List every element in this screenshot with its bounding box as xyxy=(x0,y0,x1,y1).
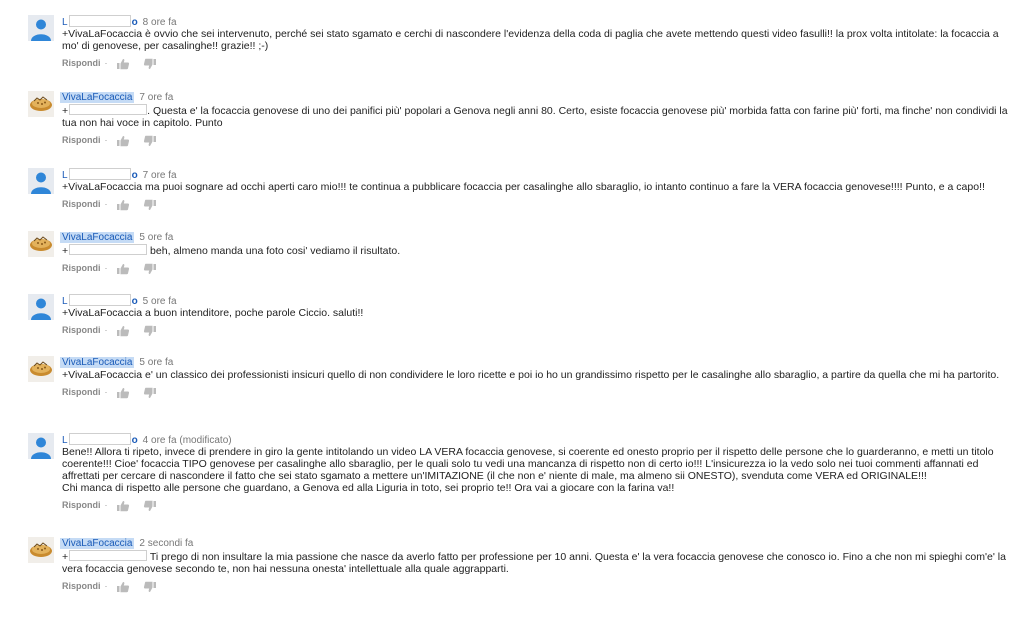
comment-timestamp[interactable]: 8 ore fa xyxy=(142,17,177,28)
avatar-focaccia-icon[interactable] xyxy=(28,231,54,257)
reply-button[interactable]: Rispondi xyxy=(62,581,101,591)
thumbs-down-icon[interactable] xyxy=(143,500,157,512)
thumbs-up-icon[interactable] xyxy=(116,263,130,275)
reply-button[interactable]: Rispondi xyxy=(62,199,101,209)
redacted-name-box xyxy=(69,15,131,27)
reply-button[interactable]: Rispondi xyxy=(62,263,101,273)
redacted-mention-box xyxy=(69,104,147,115)
thumbs-down-icon[interactable] xyxy=(143,581,157,593)
thumbs-up-icon[interactable] xyxy=(116,135,130,147)
reply-button[interactable]: Rispondi xyxy=(62,387,101,397)
thumbs-down-icon[interactable] xyxy=(143,199,157,211)
avatar-default-icon[interactable] xyxy=(28,294,54,320)
comment-text: +VivaLaFocaccia a buon intenditore, poche parole Ciccio. saluti!! xyxy=(62,307,364,319)
reply-button[interactable]: Rispondi xyxy=(62,135,101,145)
comment-author-link[interactable]: VivaLaFocaccia xyxy=(62,357,133,368)
thumbs-up-icon[interactable] xyxy=(116,387,130,399)
comment-timestamp[interactable]: 5 ore fa xyxy=(139,357,174,368)
comment-author-link[interactable]: VivaLaFocaccia xyxy=(62,232,133,243)
comment-timestamp[interactable]: 7 ore fa xyxy=(142,170,177,181)
thumbs-up-icon[interactable] xyxy=(116,58,130,70)
comment-timestamp[interactable]: 5 ore fa xyxy=(142,296,177,307)
thumbs-down-icon[interactable] xyxy=(143,387,157,399)
thumbs-up-icon[interactable] xyxy=(116,325,130,337)
comment-author-link[interactable]: L o xyxy=(62,296,138,307)
reply-button[interactable]: Rispondi xyxy=(62,58,101,68)
reply-button[interactable]: Rispondi xyxy=(62,325,101,335)
comment-author-link[interactable]: L o xyxy=(62,17,138,28)
avatar-focaccia-icon[interactable] xyxy=(28,91,54,117)
comment-author-link[interactable]: VivaLaFocaccia xyxy=(62,92,133,103)
comment-text: +VivaLaFocaccia e' un classico dei professionisti insicuri quello di non condividere le loro ricette e poi io ho un grandissimo rispetto per le casalinghe allo sbaraglio, a partire da quella che mi ha partorito. xyxy=(62,369,1000,381)
thumbs-up-icon[interactable] xyxy=(116,199,130,211)
comment-author-link[interactable]: L o xyxy=(62,435,138,446)
redacted-name-box xyxy=(69,294,131,306)
thumbs-down-icon[interactable] xyxy=(143,58,157,70)
thumbs-down-icon[interactable] xyxy=(143,263,157,275)
comment-timestamp[interactable]: 4 ore fa (modificato) xyxy=(142,435,232,446)
thumbs-down-icon[interactable] xyxy=(143,325,157,337)
comment-text: + beh, almeno manda una foto cosi' vediamo il risultato. xyxy=(62,245,401,257)
avatar-default-icon[interactable] xyxy=(28,15,54,41)
redacted-mention-box xyxy=(69,244,147,255)
redacted-name-box xyxy=(69,168,131,180)
comment-text: + . Questa e' la focaccia genovese di uno dei panifici più' popolari a Genova negli anni 80. Certo, esiste focaccia genovese più' morbida fatta con farine più' forti, ma finche' non condividi la tua non hai voce in capitolo. Punto xyxy=(62,105,1008,129)
thumbs-up-icon[interactable] xyxy=(116,500,130,512)
reply-button[interactable]: Rispondi xyxy=(62,500,101,510)
avatar-default-icon[interactable] xyxy=(28,168,54,194)
redacted-name-box xyxy=(69,433,131,445)
comment-text: Bene!! Allora ti ripeto, invece di prendere in giro la gente intitolando un video LA VERA focaccia genovese, si coerente ed onesto proprio per il rispetto delle persone che lo guarderanno, e metti un titolo coerente!!! Cioe' focaccia TIPO genovese per casalinghe allo sbaraglio, per le quali solo tu vedi una mancanza di rispetto non di certo io!!! L'insicurezza io la vedo solo nei tuoi commenti affannati ed affrettati per cercare di nascondere il fatto che sei stato sgamato a mettere un'IMITAZIONE (il che non e' niente di male, ma almeno sii ONESTO), svenduta come VERA ed ORIGINALE!!! xyxy=(62,446,994,482)
comment-list: L o 8 ore fa +VivaLaFocaccia è ovvio che sei intervenuto, perché sei stato sgamato e cerchi di nascondere l'evidenza della coda di paglia che avete mettendo questi video fasulli!! la prox volta intitolate: la focaccia a mo' di genovese, per casalinghe!! grazie!! ;-) Rispondi · VivaLaFocaccia 7 ore fa + . Questa e' la focaccia genovese di uno dei panifici più' popolari a Genova negli anni 80. Certo, esiste focaccia genovese più' morbida fatta con farine più' forti, ma finche' non condividi la tua non hai voce in capitolo. Punto Rispondi · L o 7 ore fa +VivaLaFocaccia ma puoi sognare ad occhi aperti caro mio!!! te continua a pubblicare focaccia per casalinghe allo sbaraglio, io intanto continuo a fare la VERA focaccia genovese!!!! Punto, e a capo!! Rispondi · VivaLaFocaccia 5 ore fa + beh, almeno manda una foto cosi' vediamo il risultato. Rispondi · L o 5 ore fa +VivaLaFocaccia a buon intenditore, poche parole Ciccio. saluti!! Rispondi · VivaLaFocaccia 5 ore fa +VivaLaFocaccia e' un classico dei professionisti insicuri quello di non condividere le loro ricette e poi io ho un grandissimo rispetto per le casalinghe allo sbaraglio, a partire da quella che mi ha partorito. Rispondi · L o 4 ore fa (modificato) Bene!! Allora ti ripeto, invece di prendere in giro la gente intitolando un video LA VERA focaccia genovese, si coerente ed onesto proprio per il rispetto delle persone che lo guarderanno, e metti un titolo coerente!!! Cioe' focaccia TIPO genovese per casalinghe allo sbaraglio, per le quali solo tu vedi una mancanza di rispetto non di certo io!!! L'insicurezza io la vedo solo nei tuoi commenti affannati ed affrettati per cercare di nascondere il fatto che sei stato sgamato a mettere un'IMITAZIONE (il che non e' niente di male, ma almeno sii ONESTO), svenduta come VERA ed ORIGINALE!!! Chi manca di rispetto alle persone che guardano, a Genova ed alla Liguria in toto, sei proprio te!! Ora vai a giocare con la farina va!! Rispondi · VivaLaFocaccia 2 secondi fa + Ti prego di non insultare la mia passione che nasce da averlo fatto per professione per 10 anni. Questa e' la vera focaccia genovese che conosco io. Fino a che non mi spieghi com'e' la vera focaccia genovese secondo te, non hai nessuna onesta' intellettuale alla quale aggrapparti. Rispondi · xyxy=(0,0,1024,619)
avatar-focaccia-icon[interactable] xyxy=(28,356,54,382)
comment-timestamp[interactable]: 7 ore fa xyxy=(139,92,174,103)
avatar-default-icon[interactable] xyxy=(28,433,54,459)
comment-timestamp[interactable]: 5 ore fa xyxy=(139,232,174,243)
redacted-mention-box xyxy=(69,550,147,561)
thumbs-up-icon[interactable] xyxy=(116,581,130,593)
comment-text-paragraph: Chi manca di rispetto alle persone che guardano, a Genova ed alla Liguria in toto, sei proprio te!! Ora vai a giocare con la farina va!! xyxy=(62,482,675,494)
comment-text: + Ti prego di non insultare la mia passione che nasce da averlo fatto per professione per 10 anni. Questa e' la vera focaccia genovese che conosco io. Fino a che non mi spieghi com'e' la vera focaccia genovese secondo te, non hai nessuna onesta' intellettuale alla quale aggrapparti. xyxy=(62,551,1006,575)
comment-author-link[interactable]: VivaLaFocaccia xyxy=(62,538,133,549)
thumbs-down-icon[interactable] xyxy=(143,135,157,147)
avatar-focaccia-icon[interactable] xyxy=(28,537,54,563)
comment-timestamp[interactable]: 2 secondi fa xyxy=(139,538,194,549)
comment-text: +VivaLaFocaccia ma puoi sognare ad occhi aperti caro mio!!! te continua a pubblicare focaccia per casalinghe allo sbaraglio, io intanto continuo a fare la VERA focaccia genovese!!!! Punto, e a capo!! xyxy=(62,181,985,193)
comment-text: +VivaLaFocaccia è ovvio che sei intervenuto, perché sei stato sgamato e cerchi di nascondere l'evidenza della coda di paglia che avete mettendo questi video fasulli!! la prox volta intitolate: la focaccia a mo' di genovese, per casalinghe!! grazie!! ;-) xyxy=(62,28,999,52)
comment-author-link[interactable]: L o xyxy=(62,170,138,181)
